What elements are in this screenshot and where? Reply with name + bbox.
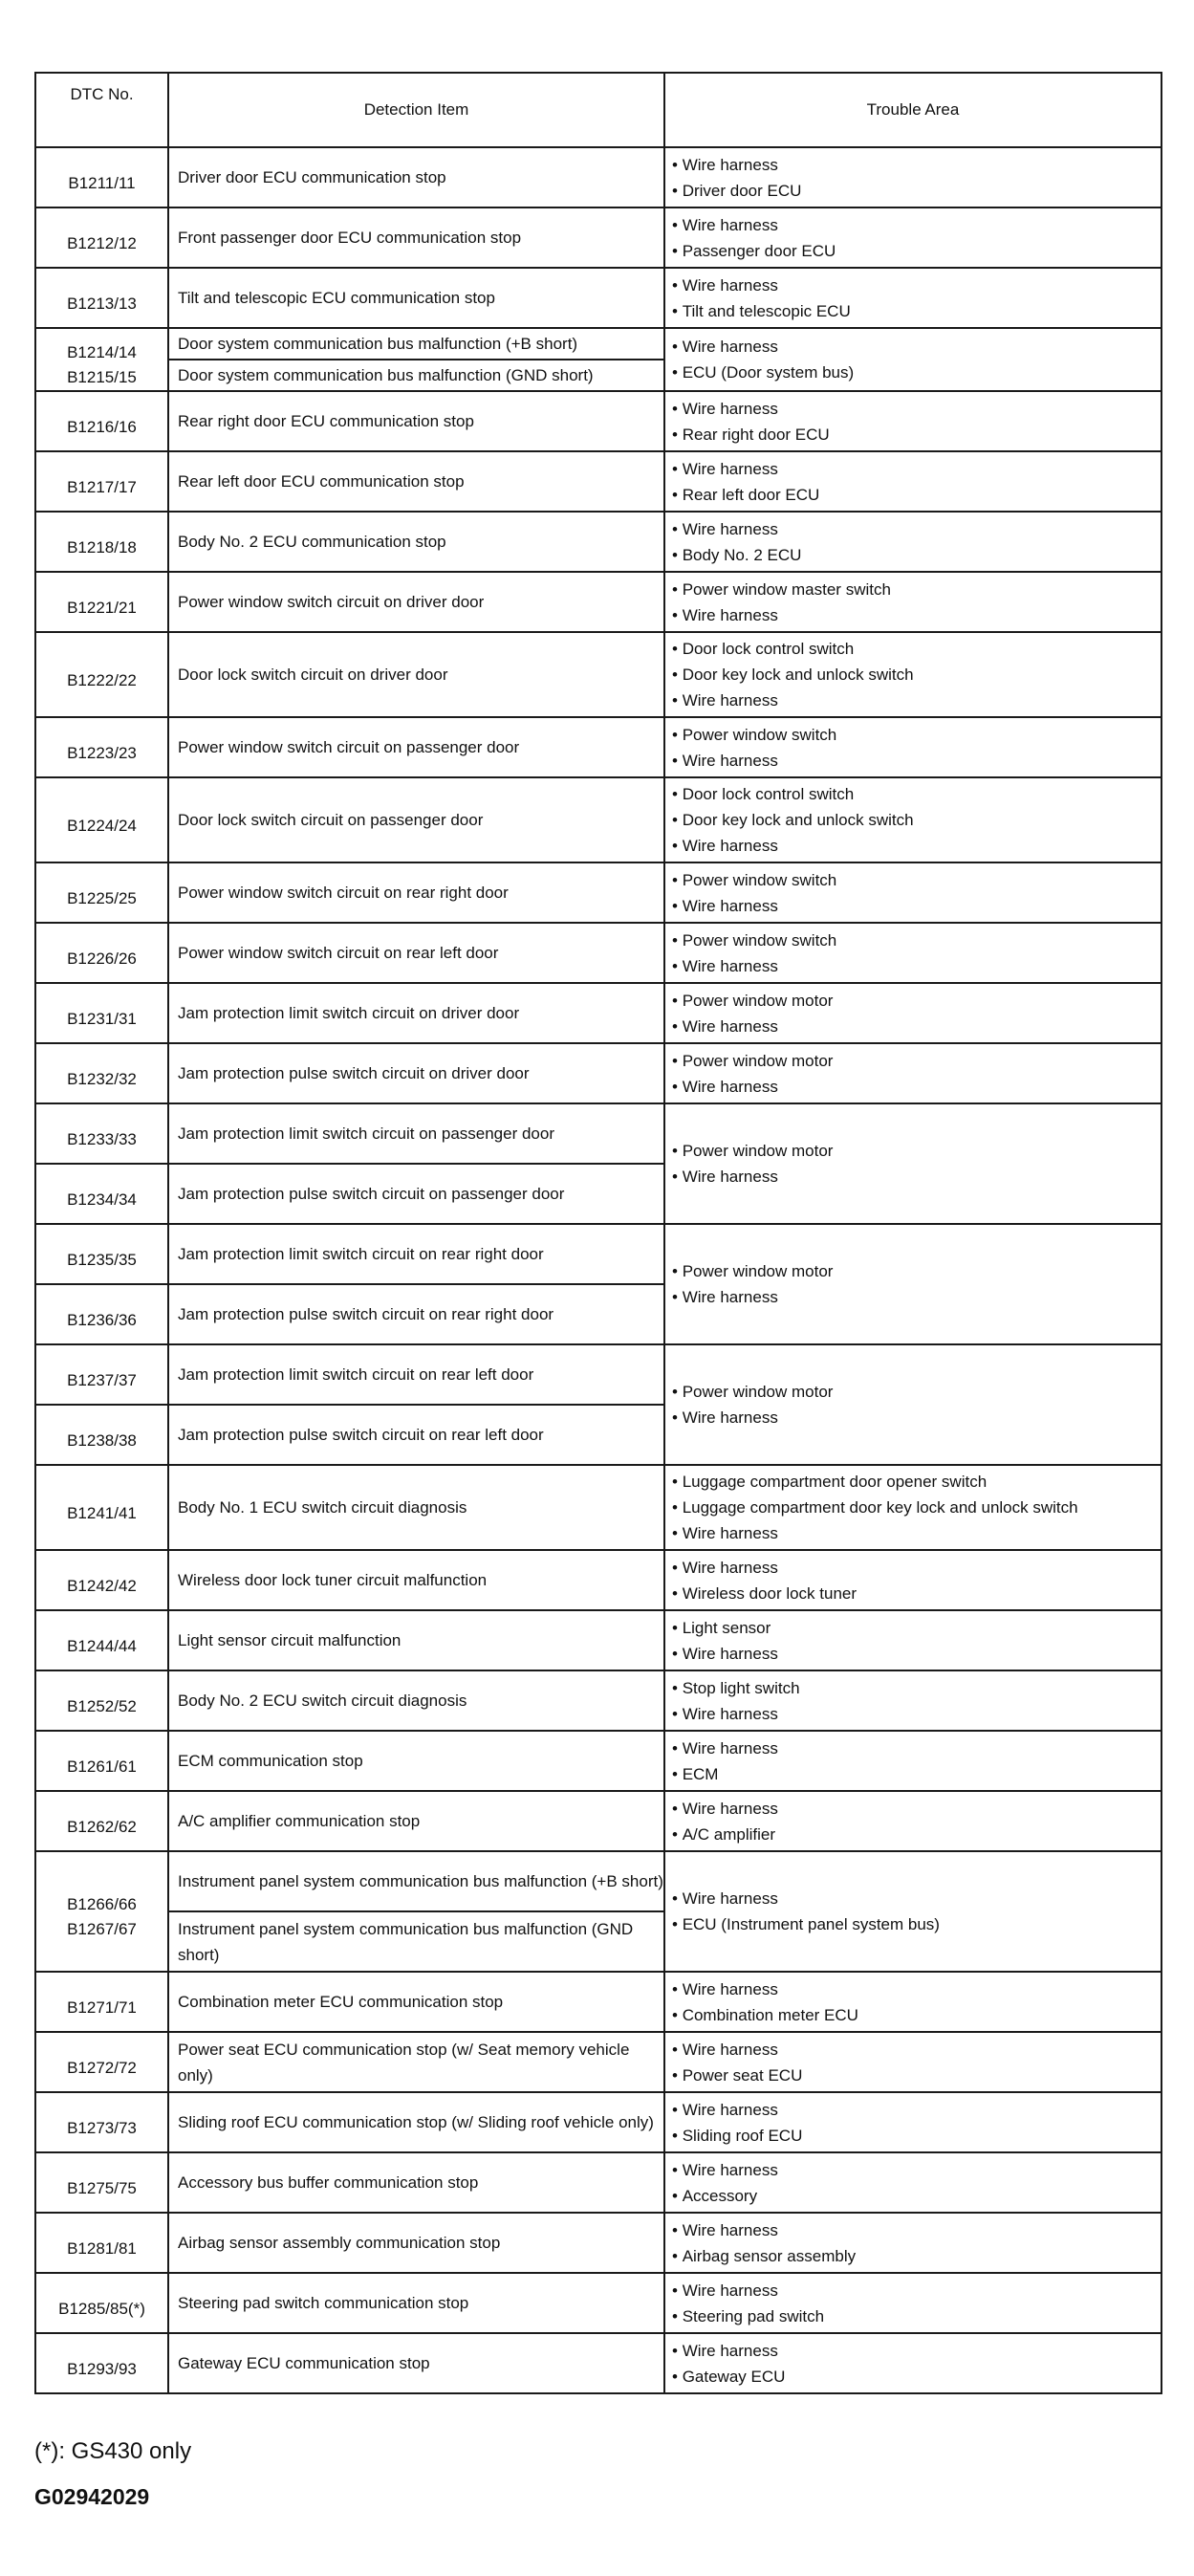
trouble-area-item: • A/C amplifier	[672, 1822, 1161, 1847]
dtc-code-cell	[35, 1224, 168, 1284]
table-row	[35, 1344, 1161, 1405]
detection-item-cell: Wireless door lock tuner circuit malfunction	[168, 1550, 664, 1610]
trouble-area-cell	[664, 328, 1161, 391]
trouble-area-item: • Wire harness	[672, 1520, 1161, 1546]
trouble-area-cell	[664, 717, 1161, 777]
trouble-area-cell	[664, 1224, 1161, 1344]
dtc-code-cell	[35, 1043, 168, 1103]
trouble-area-item: • Power window motor	[672, 1048, 1161, 1074]
trouble-area-item: • Wire harness	[672, 953, 1161, 979]
trouble-area-cell	[664, 862, 1161, 923]
detection-item-cell: Steering pad switch communication stop	[168, 2273, 664, 2333]
footnote: (*): GS430 only	[34, 2438, 192, 2464]
dtc-code-cell	[35, 2273, 168, 2333]
table-row	[35, 1791, 1161, 1851]
detection-item-cell: Light sensor circuit malfunction	[168, 1610, 664, 1670]
dtc-code: B1266/66	[67, 1895, 137, 1913]
detection-item-cell: Door lock switch circuit on driver door	[168, 632, 664, 717]
trouble-area-item: • Steering pad switch	[672, 2303, 1161, 2329]
trouble-area-item: • Stop light switch	[672, 1675, 1161, 1701]
dtc-code-cell	[35, 2092, 168, 2152]
trouble-area-item: • Wire harness	[672, 2217, 1161, 2243]
trouble-area-item: • Wireless door lock tuner	[672, 1581, 1161, 1606]
dtc-code-cell	[35, 1550, 168, 1610]
trouble-area-item: • Power window switch	[672, 722, 1161, 748]
dtc-code-cell	[35, 1791, 168, 1851]
trouble-area-item: • Wire harness	[672, 1555, 1161, 1581]
dtc-code: B1285/85(*)	[58, 2299, 145, 2318]
trouble-area-item: • Wire harness	[672, 2157, 1161, 2183]
trouble-area-cell	[664, 983, 1161, 1043]
trouble-area-cell	[664, 1851, 1161, 1972]
trouble-area-cell	[664, 1465, 1161, 1550]
trouble-area-item: • Airbag sensor assembly	[672, 2243, 1161, 2269]
dtc-code: B1272/72	[67, 2058, 137, 2077]
detection-item-cell: Rear right door ECU communication stop	[168, 391, 664, 451]
dtc-code: B1214/14	[67, 343, 137, 361]
trouble-area-cell	[664, 1731, 1161, 1791]
dtc-code-cell	[35, 2213, 168, 2273]
dtc-code: B1234/34	[67, 1190, 137, 1209]
table-row	[35, 1972, 1161, 2032]
table-row	[35, 1550, 1161, 1610]
dtc-code-cell	[35, 268, 168, 328]
dtc-code: B1275/75	[67, 2178, 137, 2197]
dtc-code-cell	[35, 572, 168, 632]
dtc-code: B1223/23	[67, 743, 137, 762]
table-row	[35, 1670, 1161, 1731]
trouble-area-cell	[664, 1103, 1161, 1224]
dtc-code: B1252/52	[67, 1696, 137, 1715]
trouble-area-cell	[664, 1043, 1161, 1103]
trouble-area-item: • Rear right door ECU	[672, 422, 1161, 448]
table-row	[35, 512, 1161, 572]
trouble-area-item: • Wire harness	[672, 688, 1161, 713]
dtc-code: B1222/22	[67, 670, 137, 689]
table-row	[35, 2152, 1161, 2213]
dtc-code: B1241/41	[67, 1503, 137, 1522]
trouble-area-item: • Combination meter ECU	[672, 2002, 1161, 2028]
dtc-code: B1261/61	[67, 1757, 137, 1776]
table-row	[35, 923, 1161, 983]
trouble-area-item: • Wire harness	[672, 212, 1161, 238]
table-row	[35, 1224, 1161, 1284]
table-row	[35, 147, 1161, 207]
trouble-area-item: • Wire harness	[672, 1701, 1161, 1727]
trouble-area-item: • Wire harness	[672, 1405, 1161, 1430]
dtc-code-cell	[35, 147, 168, 207]
trouble-area-cell	[664, 207, 1161, 268]
dtc-code: B1233/33	[67, 1129, 137, 1148]
dtc-code-cell	[35, 1972, 168, 2032]
trouble-area-item: • Wire harness	[672, 602, 1161, 628]
dtc-code-cell	[35, 1405, 168, 1465]
detection-item-cell: A/C amplifier communication stop	[168, 1791, 664, 1851]
trouble-area-item: • Wire harness	[672, 1796, 1161, 1822]
trouble-area-item: • Wire harness	[672, 1014, 1161, 1039]
dtc-code: B1244/44	[67, 1636, 137, 1655]
trouble-area-item: • Wire harness	[672, 893, 1161, 919]
trouble-area-item: • Wire harness	[672, 2037, 1161, 2063]
dtc-code: B1224/24	[67, 816, 137, 835]
table-row	[35, 1465, 1161, 1550]
trouble-area-item: • Luggage compartment door key lock and unlock switch	[672, 1495, 1161, 1520]
dtc-code-cell	[35, 1284, 168, 1344]
trouble-area-cell	[664, 1670, 1161, 1731]
detection-item-cell: Power seat ECU communication stop (w/ Seat memory vehicle only)	[168, 2032, 664, 2092]
dtc-code: B1231/31	[67, 1009, 137, 1028]
detection-item-cell: Jam protection limit switch circuit on driver door	[168, 983, 664, 1043]
trouble-area-cell	[664, 512, 1161, 572]
dtc-code-cell	[35, 328, 168, 391]
trouble-area-cell	[664, 1791, 1161, 1851]
dtc-code: B1211/11	[68, 173, 136, 192]
trouble-area-item: • Power seat ECU	[672, 2063, 1161, 2088]
trouble-area-item: • ECM	[672, 1761, 1161, 1787]
detection-item-cell: Power window switch circuit on driver door	[168, 572, 664, 632]
dtc-code-cell	[35, 451, 168, 512]
dtc-table	[34, 72, 1162, 2394]
table-row	[35, 777, 1161, 862]
detection-item-cell: Jam protection pulse switch circuit on passenger door	[168, 1164, 664, 1224]
trouble-area-item: • ECU (Door system bus)	[672, 360, 1161, 385]
trouble-area-item: • Power window switch	[672, 928, 1161, 953]
detection-item-cell: Accessory bus buffer communication stop	[168, 2152, 664, 2213]
detection-item-cell: Combination meter ECU communication stop	[168, 1972, 664, 2032]
dtc-code-cell	[35, 1344, 168, 1405]
trouble-area-item: • Wire harness	[672, 334, 1161, 360]
detection-item-cell: Driver door ECU communication stop	[168, 147, 664, 207]
dtc-code-cell	[35, 1670, 168, 1731]
trouble-area-cell	[664, 572, 1161, 632]
dtc-code-cell	[35, 983, 168, 1043]
detection-item-cell: Power window switch circuit on rear left door	[168, 923, 664, 983]
trouble-area-item: • Wire harness	[672, 833, 1161, 859]
table-row	[35, 1043, 1161, 1103]
detection-item-cell: Jam protection limit switch circuit on rear right door	[168, 1224, 664, 1284]
table-row	[35, 2092, 1161, 2152]
trouble-area-item: • Driver door ECU	[672, 178, 1161, 204]
dtc-code: B1235/35	[67, 1250, 137, 1269]
dtc-code-cell	[35, 1731, 168, 1791]
trouble-area-cell	[664, 391, 1161, 451]
trouble-area-item: • Wire harness	[672, 1284, 1161, 1310]
dtc-code-cell	[35, 207, 168, 268]
dtc-code: B1226/26	[67, 949, 137, 968]
trouble-area-item: • Tilt and telescopic ECU	[672, 298, 1161, 324]
trouble-area-item: • Passenger door ECU	[672, 238, 1161, 264]
trouble-area-item: • Door key lock and unlock switch	[672, 807, 1161, 833]
trouble-area-item: • Power window switch	[672, 867, 1161, 893]
trouble-area-cell	[664, 1972, 1161, 2032]
table-row	[35, 862, 1161, 923]
detection-item-cell: Body No. 2 ECU switch circuit diagnosis	[168, 1670, 664, 1731]
dtc-code: B1218/18	[67, 537, 137, 557]
header-trouble-area: Trouble Area	[664, 73, 1161, 147]
dtc-code: B1217/17	[67, 477, 137, 496]
trouble-area-cell	[664, 777, 1161, 862]
trouble-area-cell	[664, 1610, 1161, 1670]
dtc-code-cell	[35, 2032, 168, 2092]
trouble-area-item: • Rear left door ECU	[672, 482, 1161, 508]
trouble-area-item: • Wire harness	[672, 1074, 1161, 1100]
detection-item-cell: Door system communication bus malfunction (+B short)	[168, 328, 664, 360]
trouble-area-cell	[664, 923, 1161, 983]
trouble-area-cell	[664, 2213, 1161, 2273]
trouble-area-item: • Accessory	[672, 2183, 1161, 2209]
trouble-area-cell	[664, 2273, 1161, 2333]
trouble-area-item: • Wire harness	[672, 2097, 1161, 2123]
dtc-code: B1242/42	[67, 1576, 137, 1595]
dtc-code: B1221/21	[67, 598, 137, 617]
detection-item-cell: Airbag sensor assembly communication stop	[168, 2213, 664, 2273]
detection-item-cell: Power window switch circuit on rear right door	[168, 862, 664, 923]
trouble-area-item: • Power window motor	[672, 1258, 1161, 1284]
detection-item-cell: Jam protection pulse switch circuit on driver door	[168, 1043, 664, 1103]
trouble-area-item: • Wire harness	[672, 396, 1161, 422]
table-row	[35, 391, 1161, 451]
detection-item-cell: Front passenger door ECU communication stop	[168, 207, 664, 268]
trouble-area-item: • Door lock control switch	[672, 781, 1161, 807]
trouble-area-item: • Gateway ECU	[672, 2364, 1161, 2390]
table-row	[35, 2213, 1161, 2273]
header-detection-item: Detection Item	[168, 73, 664, 147]
dtc-code: B1216/16	[67, 417, 137, 436]
trouble-area-item: • Wire harness	[672, 2338, 1161, 2364]
table-row	[35, 2273, 1161, 2333]
dtc-code-cell	[35, 717, 168, 777]
dtc-code-cell	[35, 862, 168, 923]
detection-item-cell: Instrument panel system communication bus malfunction (GND short)	[168, 1911, 664, 1972]
trouble-area-item: • Light sensor	[672, 1615, 1161, 1641]
detection-item-cell: Jam protection limit switch circuit on passenger door	[168, 1103, 664, 1164]
trouble-area-cell	[664, 268, 1161, 328]
dtc-code: B1236/36	[67, 1310, 137, 1329]
dtc-code-cell	[35, 1164, 168, 1224]
trouble-area-cell	[664, 2152, 1161, 2213]
dtc-code: B1215/15	[67, 368, 137, 386]
dtc-code: B1267/67	[67, 1920, 137, 1938]
trouble-area-cell	[664, 147, 1161, 207]
trouble-area-item: • Wire harness	[672, 273, 1161, 298]
table-row	[35, 207, 1161, 268]
trouble-area-item: • Wire harness	[672, 1641, 1161, 1667]
trouble-area-item: • Power window motor	[672, 1138, 1161, 1164]
detection-item-cell: Power window switch circuit on passenger door	[168, 717, 664, 777]
figure-id: G02942029	[34, 2484, 150, 2509]
trouble-area-item: • Wire harness	[672, 1976, 1161, 2002]
dtc-code: B1262/62	[67, 1817, 137, 1836]
dtc-code: B1293/93	[67, 2359, 137, 2378]
trouble-area-cell	[664, 632, 1161, 717]
dtc-code: B1271/71	[67, 1997, 137, 2017]
table-row	[35, 1610, 1161, 1670]
trouble-area-item: • Wire harness	[672, 1736, 1161, 1761]
trouble-area-item: • Power window motor	[672, 988, 1161, 1014]
detection-item-cell: Door lock switch circuit on passenger door	[168, 777, 664, 862]
trouble-area-item: • Wire harness	[672, 748, 1161, 774]
table-row	[35, 983, 1161, 1043]
dtc-code: B1225/25	[67, 888, 137, 907]
trouble-area-item: • Wire harness	[672, 456, 1161, 482]
header-dtc-no: DTC No.	[35, 73, 168, 147]
trouble-area-item: • Wire harness	[672, 1886, 1161, 1911]
detection-item-cell: Body No. 2 ECU communication stop	[168, 512, 664, 572]
table-row	[35, 2032, 1161, 2092]
detection-item-cell: Sliding roof ECU communication stop (w/ Sliding roof vehicle only)	[168, 2092, 664, 2152]
trouble-area-item: • Wire harness	[672, 152, 1161, 178]
trouble-area-cell	[664, 1344, 1161, 1465]
table-row	[35, 328, 1161, 360]
detection-item-cell: Jam protection limit switch circuit on rear left door	[168, 1344, 664, 1405]
dtc-code-cell	[35, 1465, 168, 1550]
dtc-code-cell	[35, 1103, 168, 1164]
dtc-code: B1273/73	[67, 2118, 137, 2137]
dtc-code-cell	[35, 2152, 168, 2213]
detection-item-cell: Tilt and telescopic ECU communication stop	[168, 268, 664, 328]
dtc-code-cell	[35, 632, 168, 717]
trouble-area-cell	[664, 1550, 1161, 1610]
trouble-area-item: • Wire harness	[672, 1164, 1161, 1190]
trouble-area-item: • ECU (Instrument panel system bus)	[672, 1911, 1161, 1937]
dtc-code-cell	[35, 777, 168, 862]
detection-item-cell: ECM communication stop	[168, 1731, 664, 1791]
dtc-code-cell	[35, 923, 168, 983]
dtc-table-body	[35, 147, 1161, 2393]
detection-item-cell: Door system communication bus malfunction (GND short)	[168, 360, 664, 391]
trouble-area-cell	[664, 2333, 1161, 2393]
trouble-area-cell	[664, 451, 1161, 512]
detection-item-cell: Instrument panel system communication bus malfunction (+B short)	[168, 1851, 664, 1911]
dtc-code: B1213/13	[67, 294, 137, 313]
table-row	[35, 717, 1161, 777]
dtc-code: B1212/12	[67, 233, 137, 252]
table-row	[35, 572, 1161, 632]
table-row	[35, 2333, 1161, 2393]
table-header-row	[35, 73, 1161, 147]
dtc-code-cell	[35, 512, 168, 572]
trouble-area-item: • Luggage compartment door opener switch	[672, 1469, 1161, 1495]
trouble-area-item: • Wire harness	[672, 2278, 1161, 2303]
trouble-area-cell	[664, 2032, 1161, 2092]
detection-item-cell: Jam protection pulse switch circuit on rear left door	[168, 1405, 664, 1465]
detection-item-cell: Jam protection pulse switch circuit on rear right door	[168, 1284, 664, 1344]
dtc-code-cell	[35, 1851, 168, 1972]
table-row	[35, 1731, 1161, 1791]
table-row	[35, 1103, 1161, 1164]
dtc-code-cell	[35, 2333, 168, 2393]
detection-item-cell: Body No. 1 ECU switch circuit diagnosis	[168, 1465, 664, 1550]
trouble-area-item: • Power window motor	[672, 1379, 1161, 1405]
trouble-area-item: • Door lock control switch	[672, 636, 1161, 662]
table-row	[35, 632, 1161, 717]
dtc-code: B1281/81	[67, 2238, 137, 2258]
table-row	[35, 1851, 1161, 1911]
trouble-area-item: • Power window master switch	[672, 577, 1161, 602]
dtc-code: B1232/32	[67, 1069, 137, 1088]
dtc-code-cell	[35, 1610, 168, 1670]
table-row	[35, 451, 1161, 512]
dtc-code-cell	[35, 391, 168, 451]
trouble-area-item: • Body No. 2 ECU	[672, 542, 1161, 568]
trouble-area-item: • Sliding roof ECU	[672, 2123, 1161, 2149]
table-row	[35, 268, 1161, 328]
trouble-area-item: • Door key lock and unlock switch	[672, 662, 1161, 688]
detection-item-cell: Rear left door ECU communication stop	[168, 451, 664, 512]
detection-item-cell: Gateway ECU communication stop	[168, 2333, 664, 2393]
trouble-area-cell	[664, 2092, 1161, 2152]
trouble-area-item: • Wire harness	[672, 516, 1161, 542]
dtc-code: B1238/38	[67, 1430, 137, 1450]
dtc-code: B1237/37	[67, 1370, 137, 1389]
